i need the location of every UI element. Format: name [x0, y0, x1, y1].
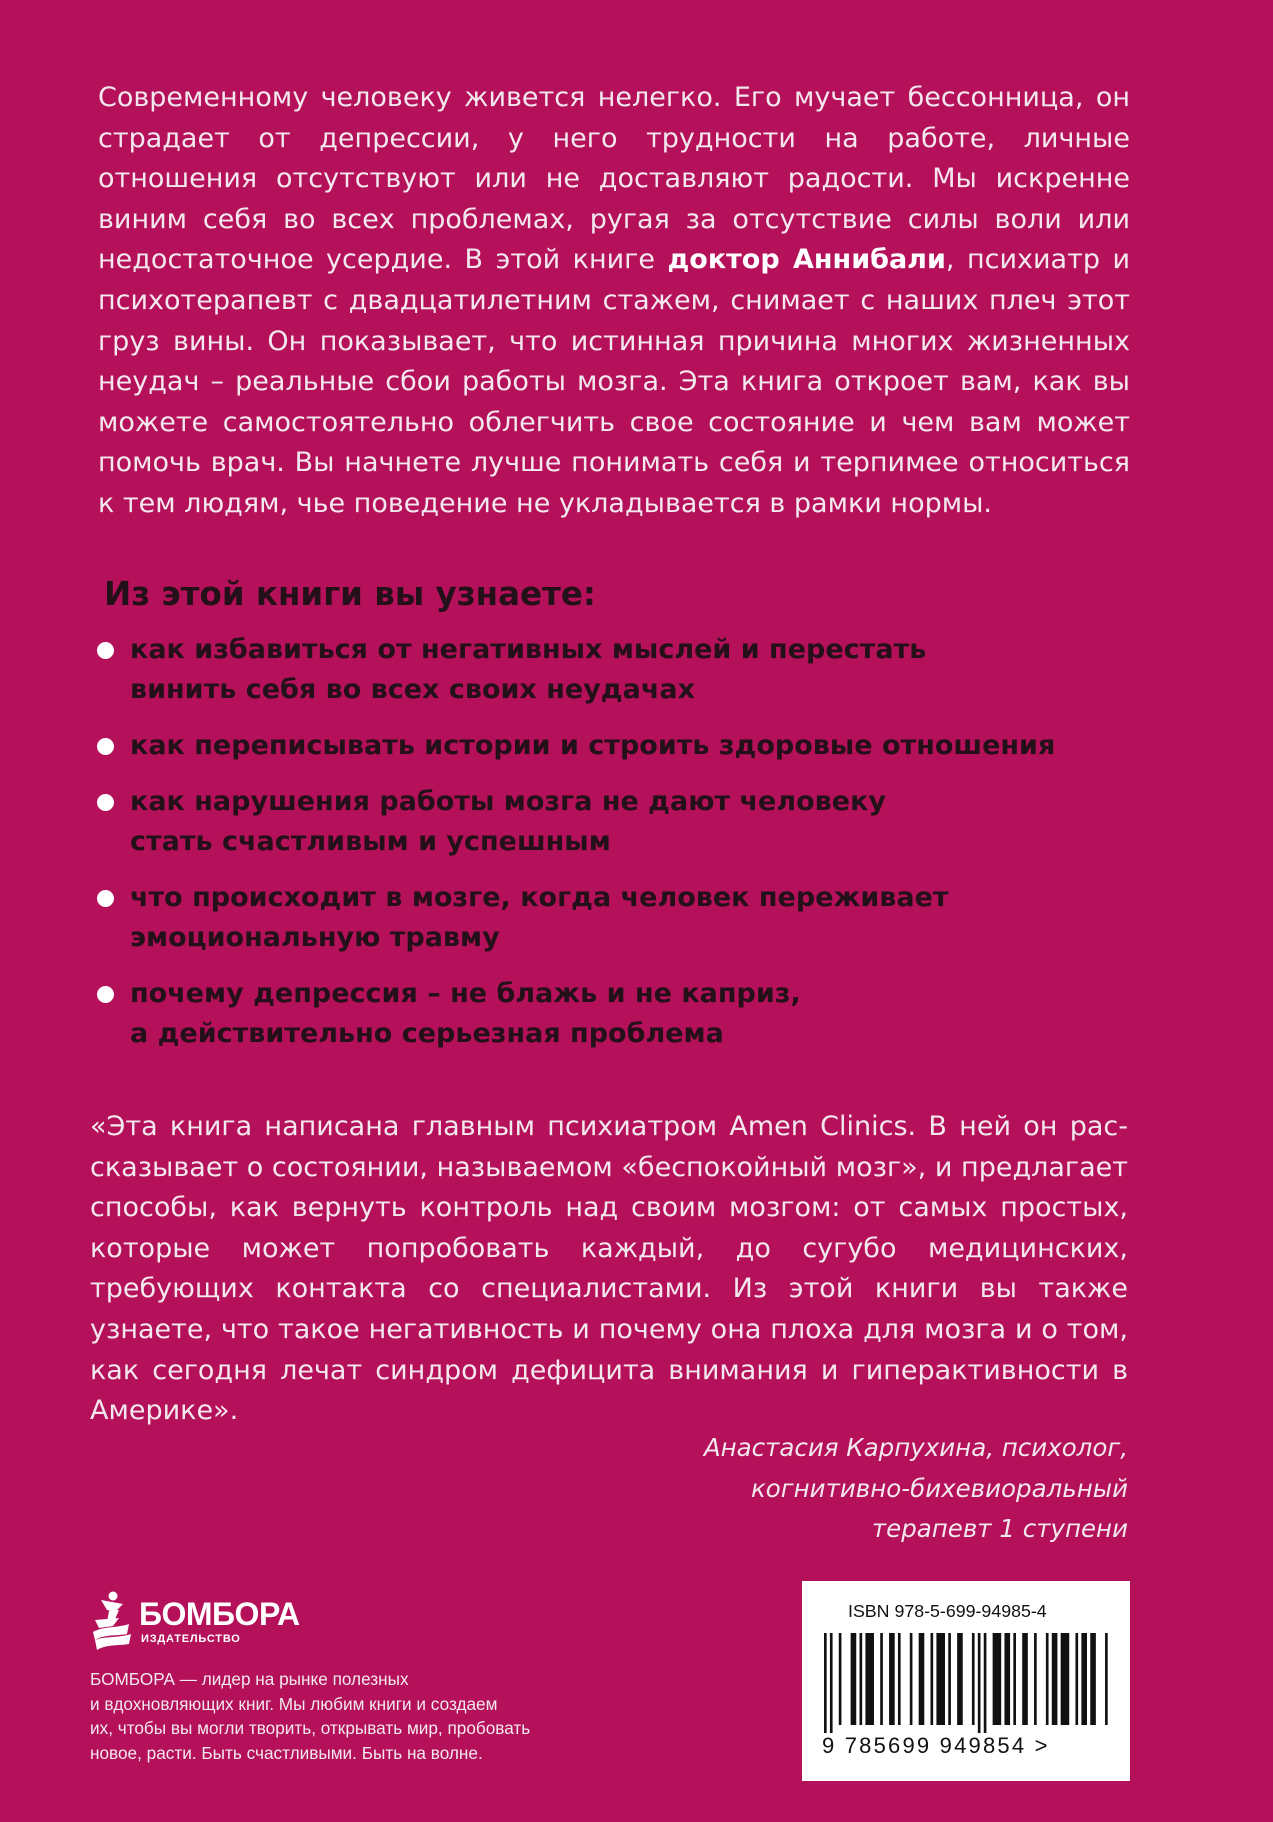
topic-item	[97, 726, 1157, 766]
publisher-name: БОМБОРА	[139, 1596, 300, 1632]
barcode-bar	[1034, 1633, 1037, 1725]
topic-item	[97, 974, 1157, 1054]
barcode-bar	[898, 1633, 901, 1725]
topic-text: как переписывать истории и строить здоровые отношения	[130, 730, 1056, 761]
attribution-line: Анастасия Карпухина, психолог,	[703, 1433, 1128, 1462]
author-name: доктор Аннибали	[667, 244, 946, 276]
description-text-end: , психиатр и психотерапевт с двадцатилетним стажем, снимает с наших плеч этот груз вины. Он показывает, что истинная причина многих жизненных неудач – реальные сбои работы мозга. Эта книга откроет вам, как вы можете самостоятельно облегчить свое состояние и чем вам может помочь врач. Вы начнете лучше понимать себя и терпимее относиться к тем людям, чье поведение не укладывается в рамки нормы.	[98, 244, 1131, 519]
barcode-bar	[1013, 1633, 1016, 1725]
barcode-bar	[830, 1633, 833, 1733]
barcode-bar	[1052, 1633, 1058, 1725]
publisher-logo	[89, 1590, 299, 1652]
barcode-bar	[978, 1633, 981, 1733]
bullet-icon	[97, 986, 114, 1003]
barcode-bar	[972, 1633, 975, 1725]
barcode-bar	[936, 1633, 945, 1725]
barcode-bar	[910, 1633, 913, 1725]
barcode-bar	[1090, 1633, 1096, 1725]
bullet-icon	[97, 642, 114, 659]
topic-item	[97, 782, 1157, 862]
barcode-bar	[865, 1633, 874, 1725]
barcode-bar	[1081, 1633, 1087, 1725]
barcode-image	[824, 1633, 1108, 1733]
quote-attribution	[704, 1428, 1128, 1550]
barcode-bar	[860, 1633, 863, 1725]
topics-list	[97, 630, 1157, 1054]
topics-heading: Из этой книги вы узнаете:	[104, 575, 596, 613]
publisher-subtitle: ИЗДАТЕЛЬСТВО	[141, 1633, 241, 1645]
barcode-digits: 9 785699 949854 >	[822, 1733, 1050, 1758]
topic-text: что происходит в мозге, когда человек переживает эмоциональную травму	[130, 882, 949, 953]
topic-item	[97, 878, 1157, 958]
barcode-bar	[993, 1633, 1002, 1725]
description-text-start: Современному человеку живется нелегко. Его мучает бессонница, он страдает от депрессии, у него трудности на работе, личные отношения отсутствуют или не доставляют радости. Мы искренне виним себя во всех проблемах, ругая за отсутствие силы воли или недостаточное усердие. В этой книге	[98, 82, 1130, 276]
topic-text: как избавиться от негативных мыслей и перестать винить себя во всех своих неудачах	[130, 634, 927, 705]
review-quote: «Эта книга написана главным психиатром Amen Clinics. В ней он рассказывает о состоянии, называемом «беспокойный мозг», и предлагает способы, как вернуть контроль над своим мозгом: от самых простых, которые может попробовать каждый, до сугубо медицинских, требующих контакта со специалистами. Из этой книги вы также узнаете, что такое негативность и почему она плоха для мозга и о том, как сегодня лечат синдром дефицита внимания и гиперактивности в Америке».	[90, 1111, 1128, 1427]
barcode-bar	[1046, 1633, 1049, 1725]
topic-text: почему депрессия – не блажь и не каприз, а действительно серьезная проблема	[130, 978, 801, 1049]
barcode-bar	[889, 1633, 895, 1725]
barcode-bar	[880, 1633, 883, 1725]
barcode-bar	[984, 1633, 987, 1733]
bullet-icon	[97, 890, 114, 907]
bullet-icon	[97, 794, 114, 811]
description-paragraph	[98, 78, 1130, 525]
isbn-label: ISBN 978-5-699-94985-4	[848, 1601, 1047, 1621]
barcode-bar	[839, 1633, 842, 1725]
topic-text: как нарушения работы мозга не дают человеку стать счастливым и успешным	[130, 786, 886, 857]
barcode-bar	[1004, 1633, 1010, 1725]
barcode-bar	[1105, 1633, 1108, 1725]
barcode-bar	[1022, 1633, 1028, 1725]
bullet-icon	[97, 738, 114, 755]
barcode-bar	[824, 1633, 827, 1733]
publisher-blurb: БОМБОРА — лидер на рынке полезных и вдохновляющих книг. Мы любим книги и создаем их, чтобы вы могли творить, открывать мир, пробовать новое, расти. Быть счастливыми. Быть на волне.	[90, 1669, 531, 1763]
bombora-logo-icon	[89, 1590, 135, 1652]
barcode-bar	[1061, 1633, 1070, 1725]
barcode-bar	[1075, 1633, 1078, 1725]
barcode-bar	[851, 1633, 857, 1725]
attribution-line: терапевт 1 ступени	[871, 1514, 1128, 1543]
barcode-bar	[919, 1633, 925, 1725]
topic-item	[97, 630, 1157, 710]
barcode-panel	[802, 1581, 1130, 1781]
barcode-bar	[957, 1633, 963, 1725]
barcode-bar	[948, 1633, 951, 1725]
attribution-line: когнитивно-бихевиоральный	[751, 1473, 1128, 1503]
barcode-bar	[931, 1633, 934, 1725]
